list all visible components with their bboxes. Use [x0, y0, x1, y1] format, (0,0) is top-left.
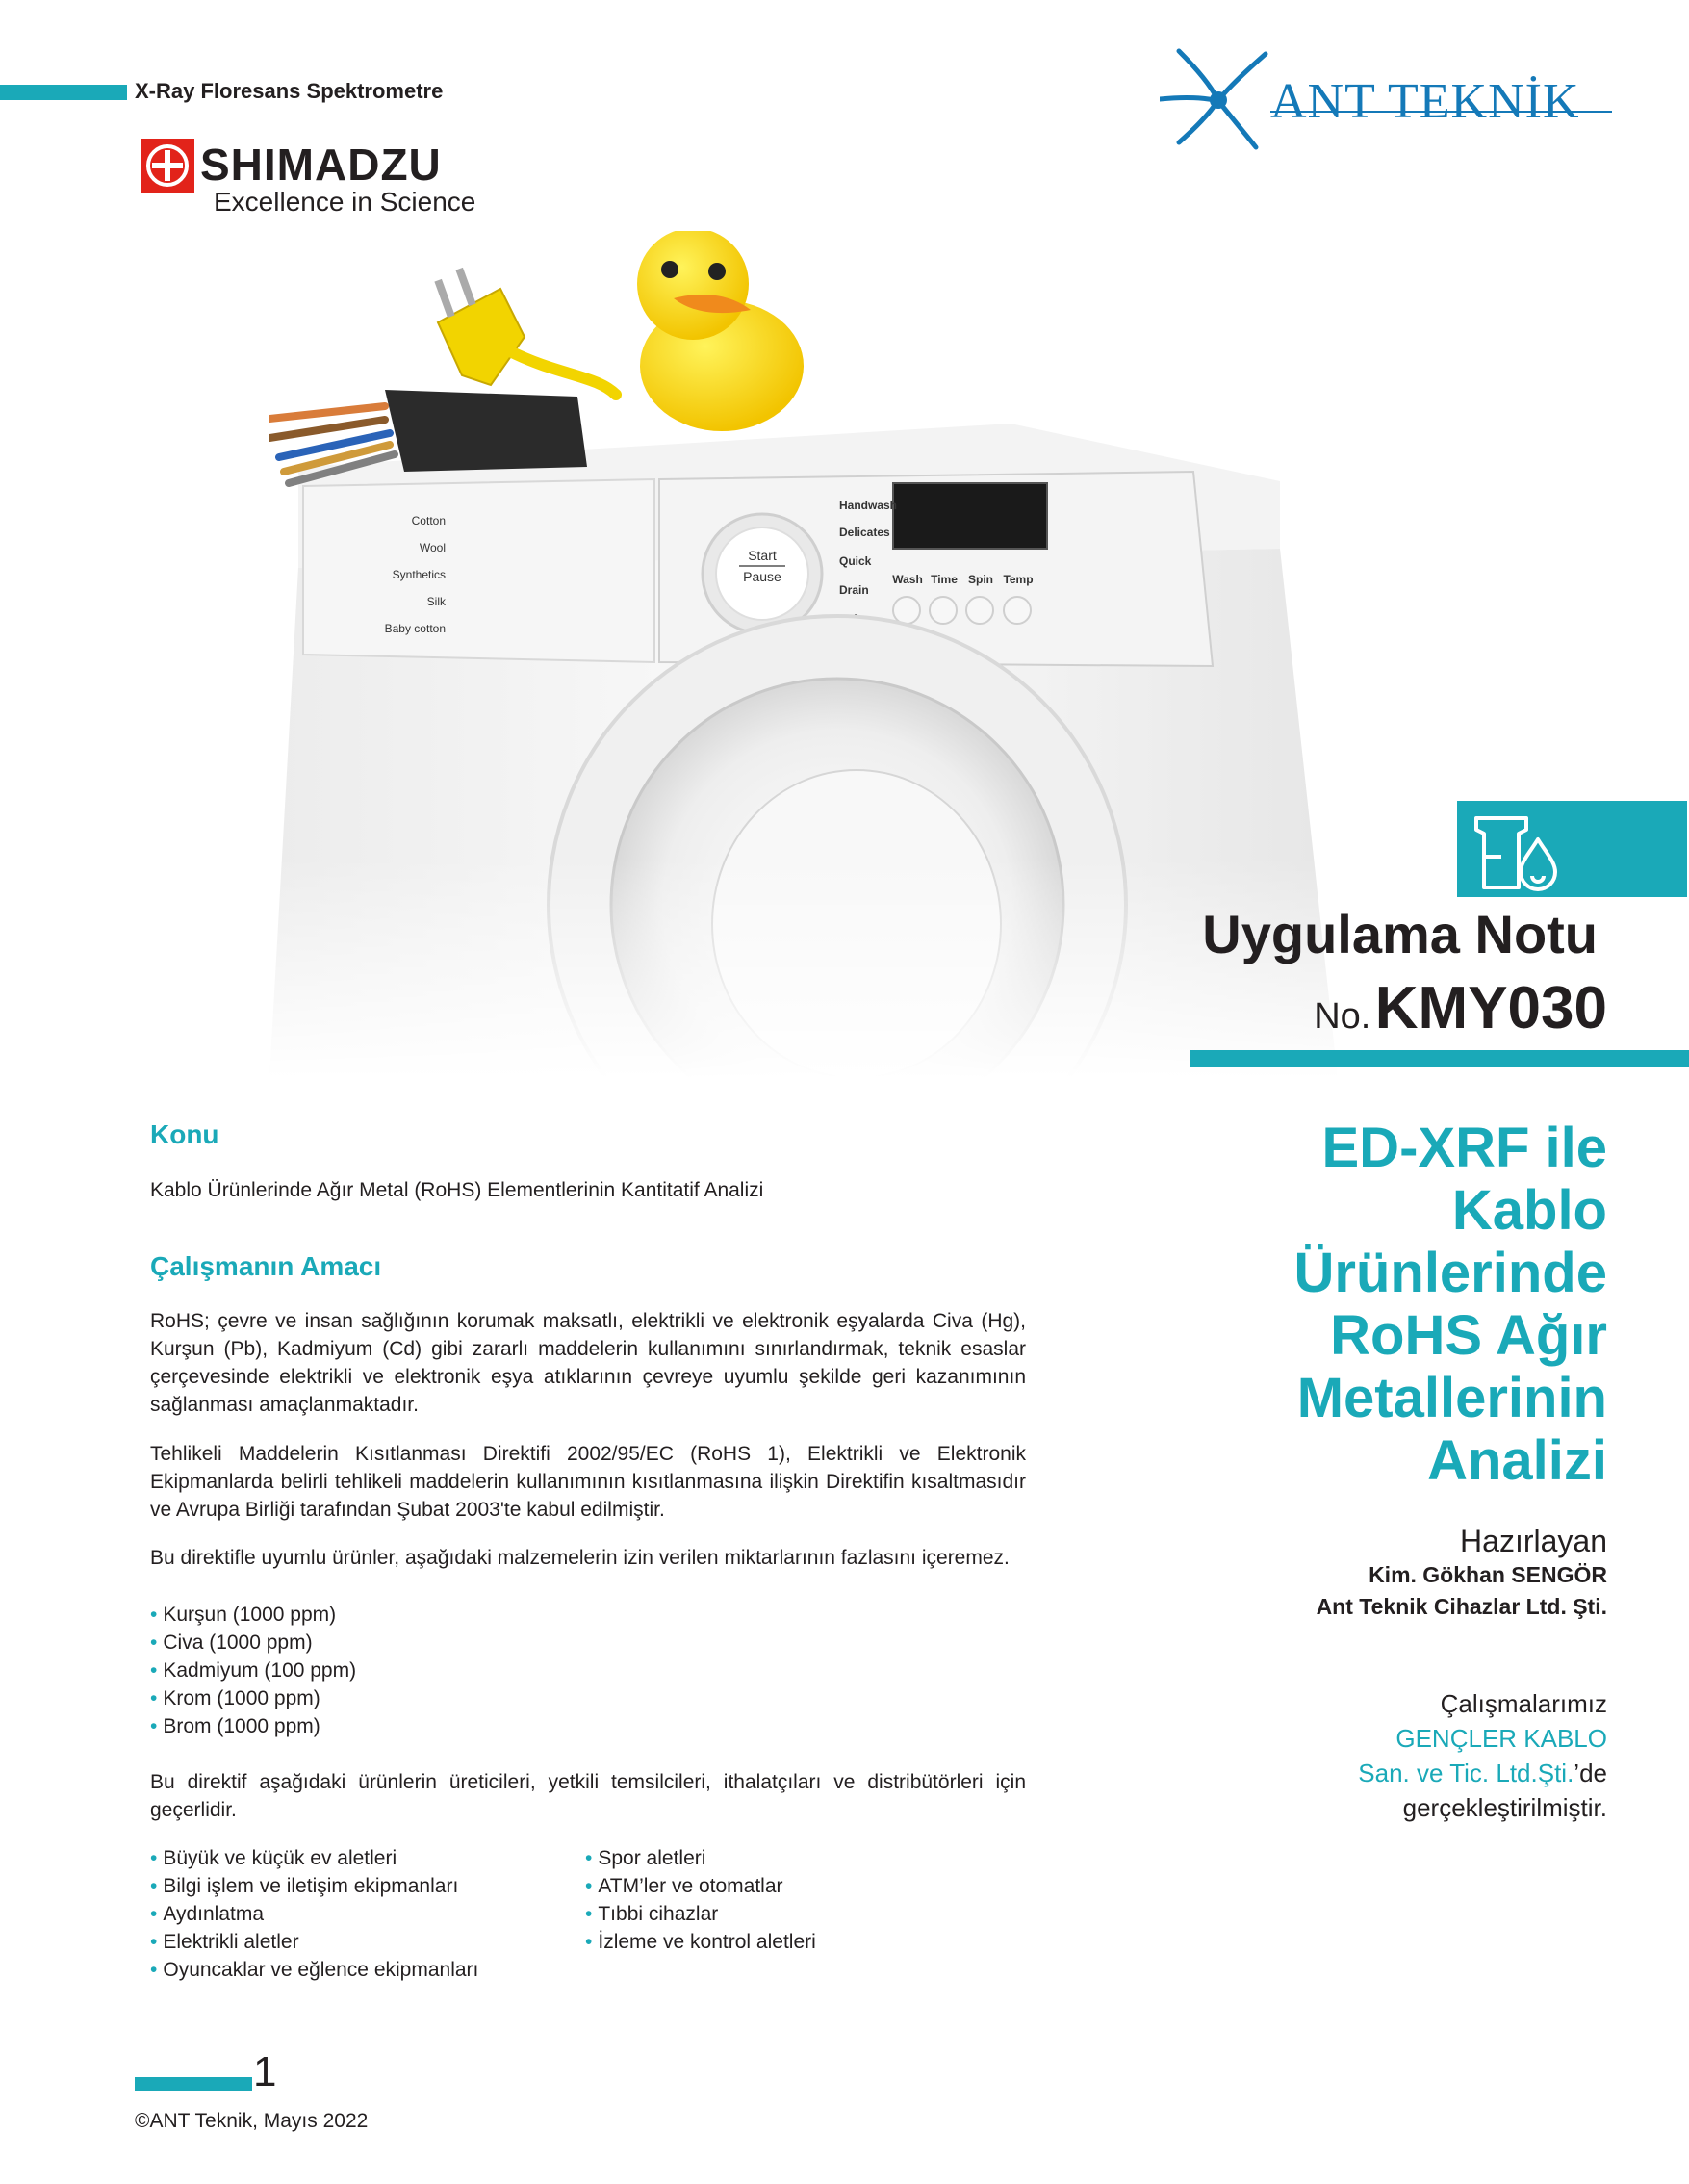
knob-pause-label: Pause	[743, 569, 781, 584]
copyright: ©ANT Teknik, Mayıs 2022	[135, 2110, 369, 2132]
program-label: Synthetics	[392, 568, 446, 581]
program-label: Baby cotton	[384, 622, 446, 635]
scope-paragraph: Bu direktif aşağıdaki ürünlerin üreticileri, yetkili temsilcileri, ithalatçıları ve distribütörleri için geçerlidir.	[150, 1771, 1026, 1821]
main-title-line: ED-XRF ile	[1321, 1117, 1607, 1179]
chemistry-flask-icon	[1457, 801, 1687, 897]
author-company: Ant Teknik Cihazlar Ltd. Şti.	[1316, 1594, 1607, 1619]
shimadzu-mark-icon	[141, 139, 194, 193]
limits-list	[150, 1601, 356, 1740]
program-label: Delicates	[839, 526, 890, 539]
main-title-line: RoHS Ağır	[1330, 1304, 1607, 1367]
program-label: Quick	[839, 554, 872, 568]
list-item: • Spor aletleri	[585, 1844, 816, 1872]
panel-button-label: Time	[931, 573, 958, 586]
work-line: Çalışmalarımız	[1440, 1689, 1607, 1718]
note-number	[1059, 974, 1607, 1042]
products-list-left	[150, 1844, 478, 1984]
list-item: • Krom (1000 ppm)	[150, 1684, 356, 1712]
program-label: Wool	[419, 541, 446, 554]
list-item: • Elektrikli aletler	[150, 1928, 478, 1956]
work-company: GENÇLER KABLO	[1395, 1724, 1607, 1753]
main-title-line: Analizi	[1427, 1429, 1607, 1492]
program-label: Handwash	[839, 499, 898, 512]
panel-button-label: Temp	[1003, 573, 1034, 586]
list-item: • Brom (1000 ppm)	[150, 1712, 356, 1740]
panel-button-label: Wash	[892, 573, 923, 586]
list-item: • Tıbbi cihazlar	[585, 1900, 816, 1928]
note-accent-bar	[1190, 1050, 1689, 1067]
list-item: • Bilgi işlem ve iletişim ekipmanları	[150, 1872, 478, 1900]
shimadzu-logo	[141, 137, 506, 223]
work-line: gerçekleştirilmiştir.	[1402, 1793, 1607, 1822]
main-title-line: Metallerinin	[1296, 1367, 1607, 1429]
list-item: • Civa (1000 ppm)	[150, 1629, 356, 1657]
topic-heading: Konu	[150, 1119, 219, 1149]
header-subtitle: X-Ray Floresans Spektrometre	[135, 79, 444, 103]
program-label: Cotton	[411, 514, 446, 527]
list-item: • Büyük ve küçük ev aletleri	[150, 1844, 478, 1872]
author-name: Kim. Gökhan SENGÖR	[1369, 1562, 1607, 1587]
work-company-suffix: San. ve Tic. Ltd.Şti.	[1358, 1759, 1574, 1787]
program-label: Silk	[426, 595, 446, 608]
list-item: • Kadmiyum (100 ppm)	[150, 1657, 356, 1684]
list-item: • Aydınlatma	[150, 1900, 478, 1928]
work-line: ’de	[1574, 1759, 1607, 1787]
prepared-label: Hazırlayan	[1460, 1524, 1607, 1558]
application-note-icon-box	[1457, 801, 1687, 897]
shimadzu-name: SHIMADZU	[200, 140, 442, 190]
purpose-paragraph: RoHS; çevre ve insan sağlığının korumak maksatlı, elektrikli ve elektronik eşyalarda Civa (Hg), Kurşun (Pb), Kadmiyum (Cd) gibi zararlı maddelerin kullanımını sınırlandırmak, teknik esaslar çerçevesinde elektrikli ve elektronik eşya atıklarının çevreye uyumlu şekilde geri kazanımının sağlanması amaçlanmaktadır.	[150, 1310, 1026, 1416]
knob-start-label: Start	[748, 548, 777, 563]
purpose-heading: Çalışmanın Amacı	[150, 1251, 382, 1281]
ant-teknik-name: ANT TEKNİK	[1270, 74, 1580, 129]
header-accent-bar	[0, 85, 127, 100]
main-title-line: Ürünlerinde	[1293, 1242, 1607, 1304]
list-item: • Oyuncaklar ve eğlence ekipmanları	[150, 1956, 478, 1984]
note-code: KMY030	[1374, 975, 1607, 1041]
main-title-line: Kablo	[1451, 1179, 1607, 1242]
main-title	[1155, 1117, 1607, 1492]
limits-intro: Bu direktifle uyumlu ürünler, aşağıdaki malzemelerin izin verilen miktarlarının fazlasını içeremez.	[150, 1547, 1010, 1569]
directive-paragraph: Tehlikeli Maddelerin Kısıtlanması Direktifi 2002/95/EC (RoHS 1), Elektrikli ve Elektronik Ekipmanlarda belirli tehlikeli maddelerin kullanımının kısıtlanmasına ilişkin Direktifin kısaltmasıdır ve Avrupa Birliği tarafından Şubat 2003'te kabul edilmiştir.	[150, 1443, 1026, 1521]
work-credit	[1155, 1686, 1607, 1825]
panel-button-label: Spin	[968, 573, 993, 586]
list-item: • Kurşun (1000 ppm)	[150, 1601, 356, 1629]
topic-text: Kablo Ürünlerinde Ağır Metal (RoHS) Elementlerinin Kantitatif Analizi	[150, 1179, 764, 1201]
list-item: • İzleme ve kontrol aletleri	[585, 1928, 816, 1956]
products-list-right	[585, 1844, 816, 1956]
list-item: • ATM’ler ve otomatlar	[585, 1872, 816, 1900]
program-label: Drain	[839, 583, 869, 597]
page-number: 1	[253, 2048, 277, 2095]
note-number-label: No.	[1314, 996, 1371, 1037]
shimadzu-tagline: Excellence in Science	[214, 187, 476, 217]
prepared-by	[1155, 1524, 1607, 1623]
note-title: Uygulama Notu	[1202, 904, 1598, 964]
footer-accent-bar	[135, 2077, 252, 2091]
